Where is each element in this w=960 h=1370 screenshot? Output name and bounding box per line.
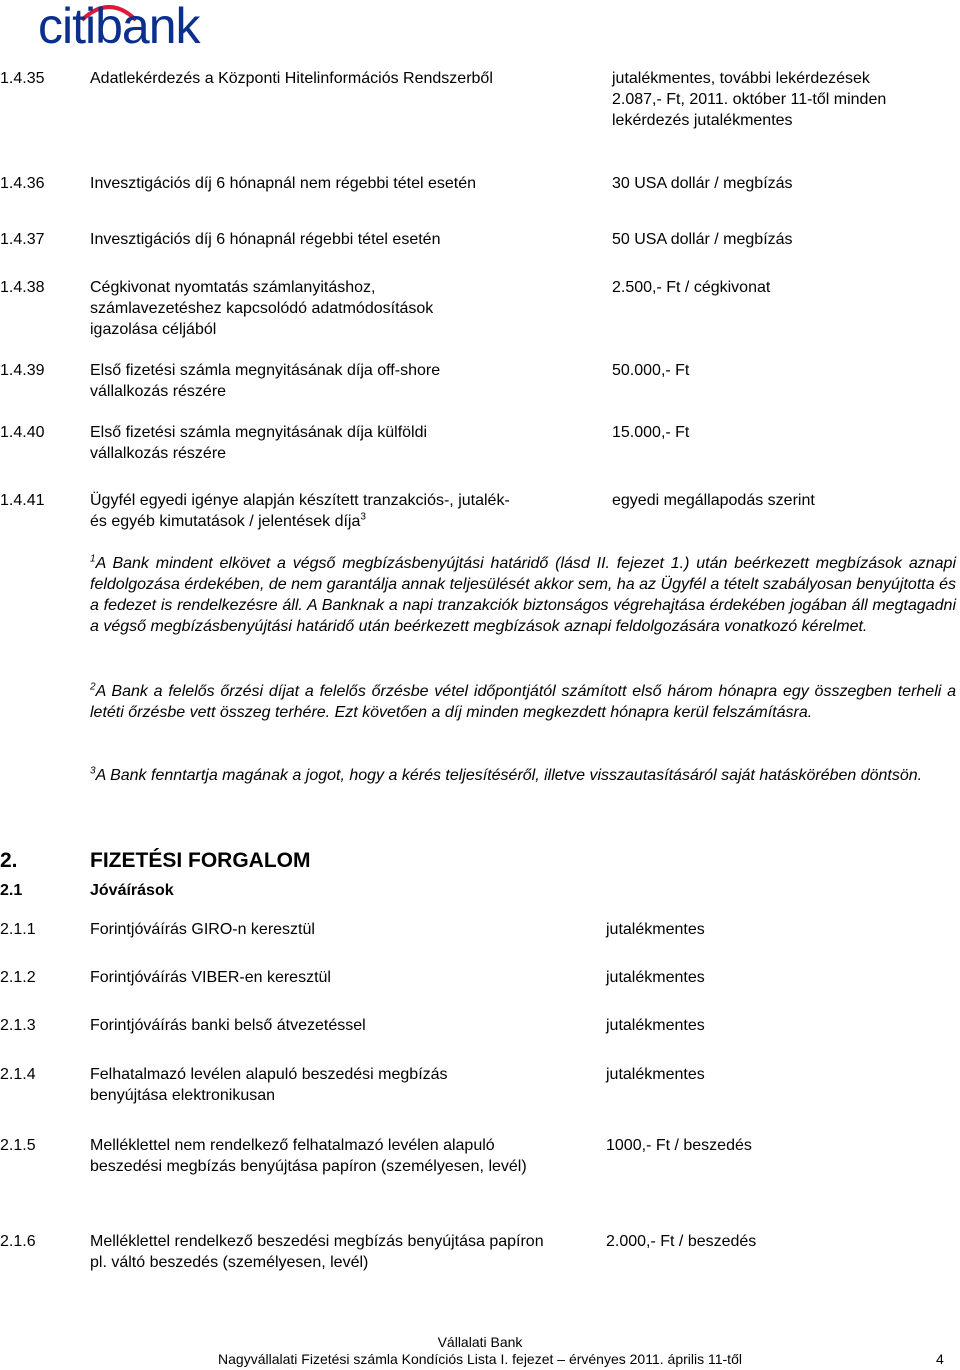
row-description: Melléklettel rendelkező beszedési megbízás benyújtása papíron pl. váltó beszedés (személyesen, levél) xyxy=(90,1233,544,1271)
row-value: jutalékmentes xyxy=(606,969,705,986)
subsection-number: 2.1 xyxy=(0,882,23,899)
row-description: Invesztigációs díj 6 hónapnál régebbi tétel esetén xyxy=(90,231,441,248)
row-value: 1000,- Ft / beszedés xyxy=(606,1137,752,1154)
row-number: 1.4.35 xyxy=(0,70,45,87)
footnote-text: A Bank mindent elkövet a végső megbízásbenyújtási határidő (lásd II. fejezet 1.) után beérkezett megbízások aznapi feldolgozása érdekében, de nem garantálja annak teljesülését akkor sem, ha az Ügyfél a tételt szabályosan benyújtotta és a fedezet is rendelkezésre áll. A Banknak a napi tranzakciók biztonságos végrehajtása érdekében jogában áll megtagadni a végső megbízásbenyújtási határidő után beérkezett megbízások aznapi feldolgozására vonatkozó kérelmet. xyxy=(90,555,956,635)
footnote-number: 3 xyxy=(90,765,96,777)
footnote-text: A Bank fenntartja magának a jogot, hogy a kérés teljesítéséről, illetve visszautasításáról saját hatáskörében döntsön. xyxy=(95,767,923,784)
row-value: egyedi megállapodás szerint xyxy=(612,492,815,509)
row-value: 2.000,- Ft / beszedés xyxy=(606,1233,757,1250)
section-title: FIZETÉSI FORGALOM xyxy=(90,849,311,872)
row-description: Invesztigációs díj 6 hónapnál nem régebbi tétel esetén xyxy=(90,175,477,192)
logo-text: citibank xyxy=(38,0,200,54)
row-number: 2.1.5 xyxy=(0,1137,36,1154)
footnote-ref: 3 xyxy=(360,511,366,523)
row-number: 1.4.37 xyxy=(0,231,45,248)
row-description: Felhatalmazó levélen alapuló beszedési megbízás benyújtása elektronikusan xyxy=(90,1066,448,1104)
row-value: 15.000,- Ft xyxy=(612,424,690,441)
row-description xyxy=(90,490,510,532)
row-number: 1.4.36 xyxy=(0,175,45,192)
section-number: 2. xyxy=(0,849,18,872)
page-number: 4 xyxy=(936,1351,944,1367)
footnote xyxy=(90,765,956,786)
footnote xyxy=(90,681,956,723)
row-value: jutalékmentes xyxy=(606,1017,705,1034)
row-number: 1.4.38 xyxy=(0,279,45,296)
footer-line-2: Nagyvállalati Fizetési számla Kondíciós Lista I. fejezet – érvényes 2011. április 11-től xyxy=(218,1351,742,1367)
footnote-text: A Bank a felelős őrzési díjat a felelős őrzésbe vétel időpontjától számított első három hónapra egy összegben terheli a letéti őrzésbe vett összeg terhére. Ezt követően a díj minden megkezdett hónapra kerül felszámításra. xyxy=(90,683,956,721)
row-number: 1.4.40 xyxy=(0,424,45,441)
footnote-number: 2 xyxy=(90,681,96,693)
row-description: Forintjóváírás banki belső átvezetéssel xyxy=(90,1017,366,1034)
row-description: Forintjóváírás VIBER-en keresztül xyxy=(90,969,331,986)
citibank-logo xyxy=(38,2,228,54)
row-value: 2.500,- Ft / cégkivonat xyxy=(612,279,771,296)
row-description: Adatlekérdezés a Központi Hitelinformációs Rendszerből xyxy=(90,70,493,87)
row-value: 50.000,- Ft xyxy=(612,362,690,379)
footnote xyxy=(90,553,956,637)
row-description: Első fizetési számla megnyitásának díja off-shore vállalkozás részére xyxy=(90,362,441,400)
row-description-text: Ügyfél egyedi igénye alapján készített tranzakciós-, jutalék- és egyéb kimutatások / jelentések díja xyxy=(90,492,510,530)
row-value: jutalékmentes xyxy=(606,921,705,938)
row-description: Első fizetési számla megnyitásának díja külföldi vállalkozás részére xyxy=(90,424,428,462)
row-number: 2.1.4 xyxy=(0,1066,36,1083)
subsection-title: Jóváírások xyxy=(90,882,174,899)
row-value: 30 USA dollár / megbízás xyxy=(612,175,793,192)
footer-line-1: Vállalati Bank xyxy=(437,1334,523,1350)
row-number: 1.4.39 xyxy=(0,362,45,379)
row-description: Forintjóváírás GIRO-n keresztül xyxy=(90,921,315,938)
row-number: 1.4.41 xyxy=(0,492,45,509)
row-number: 2.1.1 xyxy=(0,921,36,938)
row-value: jutalékmentes xyxy=(606,1066,705,1083)
row-number: 2.1.3 xyxy=(0,1017,36,1034)
row-value: 50 USA dollár / megbízás xyxy=(612,231,793,248)
row-description: Melléklettel nem rendelkező felhatalmazó levélen alapuló beszedési megbízás benyújtása papíron (személyesen, levél) xyxy=(90,1137,527,1175)
row-number: 2.1.6 xyxy=(0,1233,36,1250)
row-number: 2.1.2 xyxy=(0,969,36,986)
row-value: jutalékmentes, további lekérdezések 2.087,- Ft, 2011. október 11-től minden lekérdezés jutalékmentes xyxy=(612,70,887,129)
row-description: Cégkivonat nyomtatás számlanyitáshoz, számlavezetéshez kapcsolódó adatmódosítások igazolása céljából xyxy=(90,279,434,338)
footnote-number: 1 xyxy=(90,553,96,565)
